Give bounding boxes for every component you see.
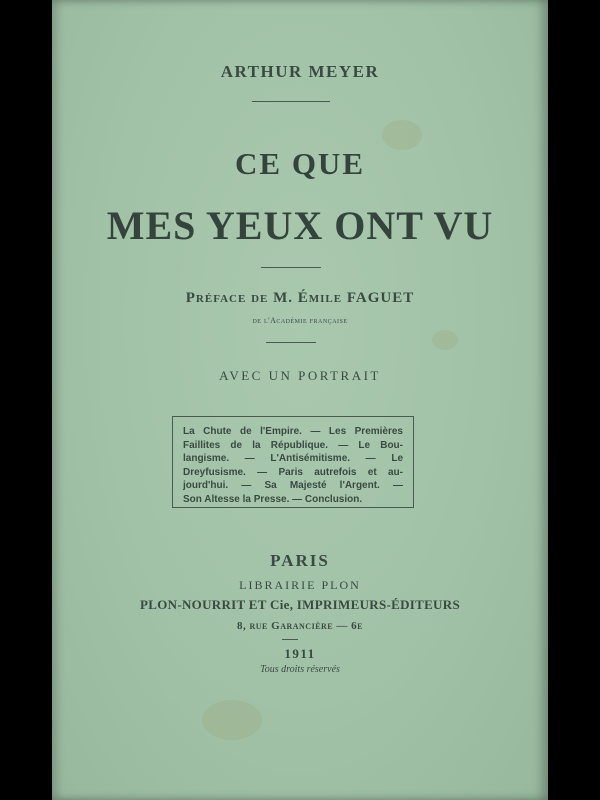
- author-name: ARTHUR MEYER: [220, 62, 380, 81]
- portrait-note: AVEC UN PORTRAIT: [219, 368, 381, 383]
- preface-credit: Préface de M. Émile FAGUET: [185, 290, 415, 306]
- publisher-address: 8, rue Garancière — 6e: [237, 620, 363, 632]
- academie-credit: de l'Académie française: [252, 316, 348, 325]
- divider: [282, 639, 298, 640]
- contents-line: La Chute de l'Empire. — Les Premières: [183, 426, 403, 437]
- contents-box: [172, 416, 414, 508]
- paper-stain: [202, 700, 262, 740]
- contents-line: jourd'hui. — Sa Majesté l'Argent. —: [183, 480, 403, 491]
- librairie-name: LIBRAIRIE PLON: [239, 578, 361, 592]
- divider: [266, 342, 316, 343]
- contents-line: langisme. — L'Antisémitisme. — Le: [183, 453, 403, 464]
- title-line-1: CE QUE: [235, 146, 365, 181]
- rights-notice: Tous droits réservés: [260, 664, 340, 675]
- paper-stain: [432, 330, 458, 350]
- contents-line: Faillites de la République. — Le Bou-: [183, 439, 403, 451]
- publisher-name: PLON-NOURRIT ET Cie, IMPRIMEURS-ÉDITEURS: [140, 597, 460, 612]
- divider: [261, 267, 321, 268]
- publication-city: PARIS: [270, 551, 330, 570]
- contents-line: Son Altesse la Presse. — Conclusion.: [183, 493, 363, 505]
- divider: [252, 101, 330, 102]
- publication-year: 1911: [284, 646, 316, 661]
- book-cover: [52, 0, 548, 800]
- title-line-2: MES YEUX ONT VU: [106, 203, 494, 248]
- contents-line: Dreyfusisme. — Paris autrefois et au-: [183, 466, 403, 478]
